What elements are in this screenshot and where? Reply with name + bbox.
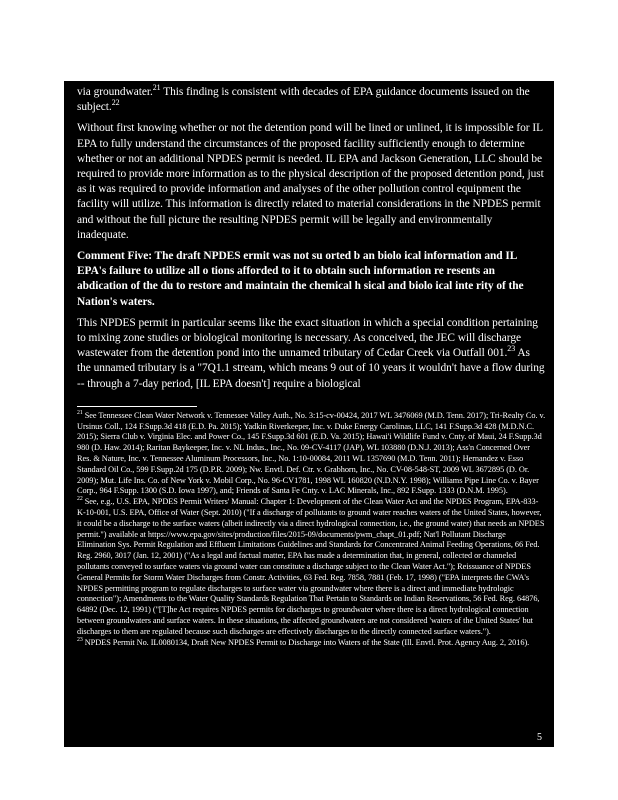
footnote-21-number: 21 — [77, 410, 83, 417]
paragraph-4-tail: As the unnamed tributary is a "7Q1.1 stream, which means 9 out of 10 years it wouldn't have a flow during -- through a 7-day period, [IL EPA doesn't] require a biological — [77, 347, 545, 390]
footnote-ref-23[interactable]: 23 — [507, 344, 516, 354]
scanned-page-region — [64, 81, 554, 747]
footnote-23-text: NPDES Permit No. IL0080134, Draft New NPDES Permit to Discharge into Waters of the State (Ill. Envtl. Prot. Agency Aug. 2, 2016). — [82, 637, 530, 647]
paragraph-1-tail: This finding is consistent with decades of EPA guidance documents issued on the subject. — [77, 86, 530, 114]
footnote-ref-21[interactable]: 21 — [152, 83, 161, 93]
footnote-21 — [77, 411, 546, 497]
comment-five-heading — [77, 249, 546, 310]
body-paragraph-4 — [77, 316, 546, 392]
paragraph-1-text: via groundwater. — [77, 86, 153, 98]
comment-five-text: Comment Five: The draft NPDES ermit was not su orted b an biolo ical information and IL EPA's failure to utilize all o tions afforded to it to obtain such information re resents an abdication of the du to restore and maintain the chemical h sical and biolo ical inte rity of the Nation's waters. — [77, 250, 524, 308]
footnote-divider — [77, 406, 197, 407]
body-paragraph-1 — [77, 85, 546, 115]
paragraph-2-text: Without first knowing whether or not the detention pond will be lined or unlined, it is impossible for IL EPA to fully understand the circumstances of the proposed facility sufficiently enough to determine whether or not an additional NPDES permit is needed. IL EPA and Jackson Generation, LLC should be required to provide more information as to the physical description of the proposed detention pond, just as it was required to provide information and analyses of the other pollution control equipment the facility will utilize. This information is directly related to material considerations in the NPDES permit and without the full picture the resulting NPDES permit will be legally and environmentally inadequate. — [77, 122, 544, 241]
paragraph-4-text: This NPDES permit in particular seems like the exact situation in which a special condition pertaining to mixing zone studies or biological monitoring is necessary. As conceived, the JEC will discharge wastewater from the detention pond into the unnamed tributary of Cedar Creek via Outfall 001. — [77, 316, 538, 360]
footnote-ref-22[interactable]: 22 — [111, 98, 120, 108]
page-number: 5 — [537, 732, 542, 743]
footnote-22 — [77, 497, 546, 637]
footnote-22-text: See, e.g., U.S. EPA, NPDES Permit Writers' Manual: Chapter 1: Development of the Clean Water Act and the NPDES Program, EPA-833-K-10-001, U.S. EPA, Office of Water (Sept. 2010) ("If a discharge of pollutants to ground water reaches waters of the United States, however, it could be a discharge to the surface waters (albeit indirectly via a direct hydrological connection, i.e., the ground water) that needs an NPDES permit.") available at https://www.epa.gov/sites/production/files/2015-09/documents/pwm_chapt_01.pdf; Nat'l Pollutant Discharge Elimination Sys. Permit Regulation and Effluent Limitations Guidelines and Standards for Concentrated Animal Feeding Operations, 66 Fed. Reg. 2960, 3017 (Jan. 12, 2001) ("As a legal and factual matter, EPA has made a determination that, in general, collected or channeled pollutants conveyed to surface waters via ground water can constitute a discharge subject to the Clean Water Act."); Reissuance of NPDES General Permits for Storm Water Discharges from Constr. Activities, 63 Fed. Reg. 7858, 7881 (Feb. 17, 1998) ("EPA interprets the CWA's NPDES permitting program to regulate discharges to surface water via groundwater where there is a direct and immediate hydrologic connection"); Amendments to the Water Quality Standards Regulation That Pertain to Standards on Indian Reservations, 56 Fed. Reg. 64876, 64892 (Dec. 12, 1991) ("[T]he Act requires NPDES permits for discharges to groundwater where there is a direct hydrological connection between groundwaters and surface waters. In these situations, the affected groundwaters are not considered 'waters of the United States' but discharges to them are regulated because such discharges are effectively discharges to the directly connected surface waters."). — [77, 497, 545, 636]
footnote-23-number: 23 — [77, 636, 83, 643]
body-paragraph-2 — [77, 121, 546, 243]
footnote-23 — [77, 638, 546, 649]
footnote-22-number: 22 — [77, 496, 83, 503]
footnote-21-text: See Tennessee Clean Water Network v. Tennessee Valley Auth., No. 3:15-cv-00424, 2017 WL 3476069 (M.D. Tenn. 2017); Tri-Realty Co. v. Ursinus Coll., 124 F.Supp.3d 418 (E.D. Pa. 2015); Yadkin Riverkeeper, Inc. v. Duke Energy Carolinas, LLC, 141 F.Supp.3d 428 (M.D.N.C. 2015); Sierra Club v. Virginia Elec. and Power Co., 145 F.Supp.3d 601 (E.D. Va. 2015); Hawai'i Wildlife Fund v. Cnty. of Maui, 24 F.Supp.3d 980 (D. Haw. 2014); Raritan Baykeeper, Inc. v. NL Indus., Inc., No. 09-CV-4117 (JAP), WL 103880 (D.N.J. 2013); Ass'n Concerned Over Res. & Nature, Inc. v. Tennessee Aluminum Processors, Inc., No. 1:10-00084, 2011 WL 1357690 (M.D. Tenn. 2011); Hernandez v. Esso Standard Oil Co., 599 F.Supp.2d 175 (D.P.R. 2009); Nw. Envtl. Def. Ctr. v. Grabhorn, Inc., No. CV-08-548-ST, 2009 WL 3672895 (D. Or. 2009); Mut. Life Ins. Co. of New York v. Mobil Corp., No. 96-CV1781, 1998 WL 160820 (N.D.N.Y. 1998); Williams Pipe Line Co. v. Bayer Corp., 964 F.Supp. 1300 (S.D. Iowa 1997), and; Friends of Santa Fe Cnty. v. LAC Minerals, Inc., 892 F.Supp. 1333 (D.N.M. 1995). — [77, 410, 546, 496]
